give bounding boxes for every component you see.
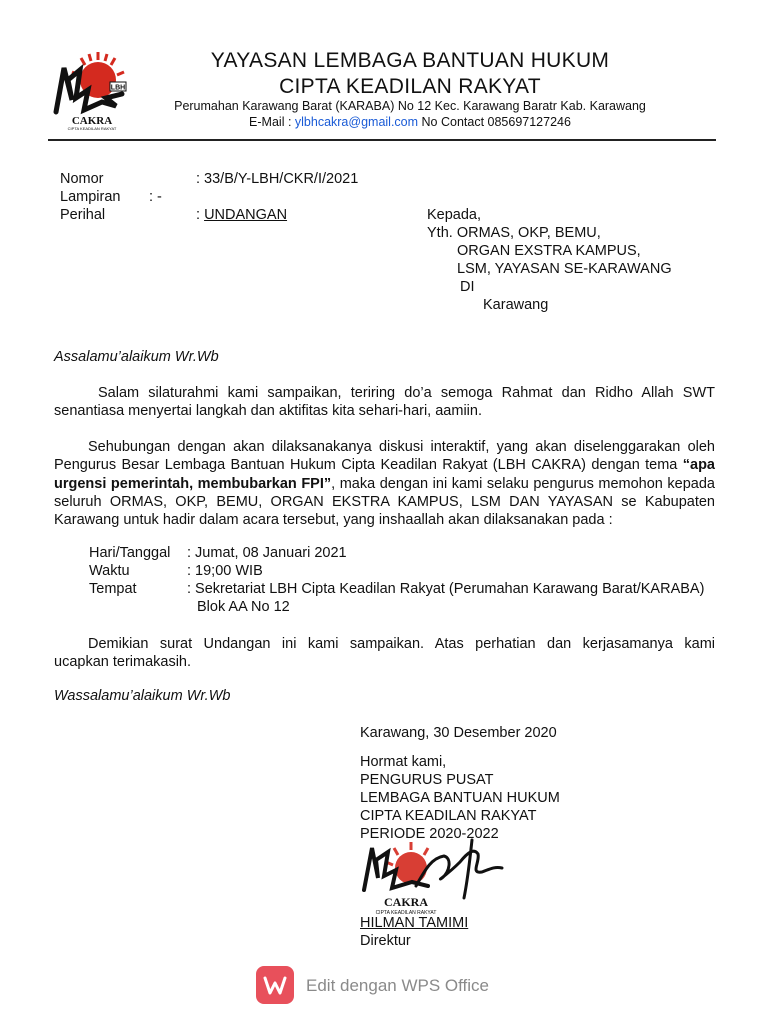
paragraph-2-line2-text: Pengurus Besar Lembaga Bantuan Hukum Cipta Keadilan Rakyat (LBH CAKRA) dengan tema: [54, 457, 683, 474]
recipient-line3: LSM, YAYASAN SE-KARAWANG: [457, 261, 672, 277]
recipient-kepada: Kepada,: [427, 207, 482, 223]
wps-logo-icon[interactable]: [256, 966, 294, 1004]
logo-text: CAKRA: [71, 115, 113, 127]
org-contact: [150, 115, 670, 129]
tempat-value-line1: : Sekretariat LBH Cipta Keadilan Rakyat (Perumahan Karawang Barat/KARABA): [187, 581, 705, 597]
recipient-line1: Yth. ORMAS, OKP, BEMU,: [427, 225, 601, 241]
perihal-colon: :: [196, 207, 205, 223]
org-name-line1: YAYASAN LEMBAGA BANTUAN HUKUM: [210, 49, 610, 72]
greeting: Assalamu’alaikum Wr.Wb: [54, 349, 219, 365]
hari-value: : Jumat, 08 Januari 2021: [187, 545, 347, 561]
theme-title: urgensi pemerintah, membubarkan FPI”: [54, 475, 332, 492]
letterhead-divider: [48, 139, 716, 141]
paragraph-2: [54, 438, 715, 529]
hari-label: Hari/Tanggal: [89, 545, 171, 561]
paragraph-1-line1: Salam silaturahmi kami sampaikan, teriring do’a semoga Rahmat dan Ridho Allah SWT: [98, 385, 715, 401]
recipient-line5: Karawang: [483, 297, 549, 313]
lampiran-label: Lampiran: [60, 189, 121, 205]
contact-number: No Contact 085697127246: [418, 115, 571, 129]
nomor-value: : 33/B/Y-LBH/CKR/I/2021: [196, 171, 359, 187]
paragraph-1: [54, 384, 715, 421]
org-name-line2: CIPTA KEADILAN RAKYAT: [279, 75, 541, 98]
hormat-kami: Hormat kami,: [360, 754, 447, 770]
paragraph-2-line2: [54, 456, 715, 474]
email-link[interactable]: ylbhcakra@gmail.com: [294, 115, 419, 129]
signer-name: HILMAN TAMIMI: [360, 915, 469, 931]
wps-w-glyph-icon: [256, 966, 294, 1004]
signer-title: Direktur: [360, 933, 411, 949]
lampiran-value: : -: [149, 189, 162, 205]
perihal-value: UNDANGAN: [204, 207, 288, 223]
tempat-value-line2: Blok AA No 12: [197, 599, 290, 615]
logo-subtext: CIPTA KEADILAN RAKYAT: [67, 126, 117, 131]
sig-line2: LEMBAGA BANTUAN HUKUM: [360, 790, 560, 806]
paragraph-2-line4: seluruh ORMAS, OKP, BEMU, ORGAN EKSTRA KAMPUS, LSM DAN YAYASAN se Kabupaten: [54, 493, 715, 510]
recipient-line2: ORGAN EXSTRA KAMPUS,: [457, 243, 641, 259]
recipient-line4: DI: [460, 279, 475, 295]
closing: Wassalamu’alaikum Wr.Wb: [54, 688, 231, 704]
cakra-logo: [46, 40, 138, 132]
perihal-row: [196, 207, 287, 223]
paragraph-2-line5: Karawang untuk hadir dalam acara tersebut, yang inshaallah akan dilaksanakan pada :: [54, 512, 613, 529]
signature-stamp: [356, 828, 506, 928]
paragraph-2-line3-text: , maka dengan ini kami selaku pengurus memohon kepada: [331, 475, 715, 492]
theme-open: “apa: [682, 457, 715, 474]
sig-line4: PERIODE 2020-2022: [360, 826, 499, 842]
tempat-label: Tempat: [89, 581, 137, 597]
sig-line1: PENGURUS PUSAT: [360, 772, 494, 788]
paragraph-3-line1: Demikian surat Undangan ini kami sampaikan. Atas perhatian dan kerjasamanya kami: [88, 636, 715, 652]
perihal-label: Perihal: [60, 207, 106, 223]
wps-edit-label[interactable]: Edit dengan WPS Office: [306, 976, 490, 995]
waktu-label: Waktu: [89, 563, 130, 579]
stamp-subtext: CIPTA KEADILAN RAKYAT: [375, 910, 437, 916]
paragraph-2-line1: Sehubungan dengan akan dilaksanakanya diskusi interaktif, yang akan diselenggarakan oleh: [88, 439, 715, 455]
waktu-value: : 19;00 WIB: [187, 563, 263, 579]
sig-line3: CIPTA KEADILAN RAKYAT: [360, 808, 537, 824]
paragraph-1-line2: senantiasa menyertai langkah dan aktifitas kita sehari-hari, aamiin.: [54, 403, 482, 420]
logo-badge-text: LBH: [110, 84, 126, 92]
stamp-text: CAKRA: [384, 895, 428, 909]
paragraph-2-line3: [54, 475, 715, 493]
nomor-label: Nomor: [60, 171, 104, 187]
email-label: E-Mail :: [249, 115, 295, 129]
paragraph-3-line2: ucapkan terimakasih.: [54, 654, 192, 671]
paragraph-3: [54, 635, 715, 672]
place-date: Karawang, 30 Desember 2020: [360, 725, 557, 741]
org-address: Perumahan Karawang Barat (KARABA) No 12 Kec. Karawang Baratr Kab. Karawang: [174, 99, 646, 113]
